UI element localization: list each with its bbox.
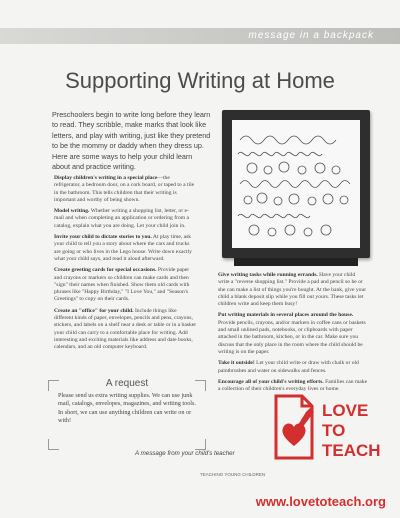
request-heading: A request [105, 378, 149, 389]
tip-paragraph: Create an "office" for your child. Include things like different kinds of paper, envelopes, pencils and pens, crayons, stickers, and labels on a shelf near a desk or table or in a basket your child can carry to a comfortable place for writing. Add interesting and exciting materials like address and date books, calendars, and an old computer keyboard. [54, 307, 196, 351]
page-title: Supporting Writing at Home [65, 68, 335, 93]
scribble-icon [232, 120, 360, 248]
svg-text:TO: TO [322, 421, 346, 440]
request-text: Please send us extra writing supplies. We can use junk mail, catalogs, envelopes, magazines, and writing tools. In short, we can use anything children can write on or with! [58, 392, 196, 425]
tip-paragraph: Take it outside! Let your child write or draw with chalk or old paintbrushes and water on sidewalks and fences. [218, 360, 359, 374]
request-box [52, 378, 202, 448]
svg-text:TEACH: TEACH [322, 441, 381, 460]
svg-text:LOVE: LOVE [322, 401, 369, 420]
tips-right-column [218, 272, 368, 397]
tip-paragraph: Encourage all of your child's writing efforts. Families can make a collection of their children's everyday lives or home. [218, 378, 368, 393]
tip-paragraph: Put writing materials in several places around the house. Provide pencils, crayons, and/or markers in coffee cans or baskets and small unlined pads, notebooks, or clipboards with paper attached in the bathroom, kitchen, or in the car. Make sure you discuss that the only place in the room where the child should be writing is on the paper. [218, 312, 366, 355]
frame-stand [234, 258, 358, 266]
footer-message: A message from your child's teacher [135, 450, 235, 457]
document-heart-icon [276, 396, 314, 458]
watermark-url: www.lovetoteach.org [255, 494, 386, 509]
corner-bracket [195, 439, 206, 450]
framed-writing-sample-image [222, 110, 370, 258]
love-to-teach-logo [272, 394, 384, 478]
corner-bracket [48, 439, 59, 450]
tip-paragraph: Give writing tasks while running errands. Have your child write a "reverse shopping list." Provide a pad and pencil so he or she can make a list of things you're bought. At the bank, give your child a blank deposit slip while you fill out yours. These tasks let children write and keep them busy! [218, 272, 367, 308]
tip-paragraph: Invite your child to dictate stories to you. At play time, ask your child to tell you a story about where the cars and trucks are going or who lives in the Lego house. Write down exactly what your child says, and read it aloud afterward. [54, 234, 192, 262]
tip-paragraph: Model writing. Whether writing a shopping list, letter, or e-mail and when completing an application or ordering from a catalog, explain what you are doing. Let your child join in. [54, 208, 189, 229]
intro-paragraph: Preschoolers begin to write long before they learn to read. They scribble, make marks that look like letters, and play with writing, just like they pretend to be the mommy or daddy when they dress up. Here are some ways to help your child learn about and practice writing. [52, 110, 211, 172]
footer-credit: TEACHING YOUNG CHILDREN [200, 472, 266, 477]
tips-left-column [54, 175, 196, 356]
tip-paragraph: Create greeting cards for special occasions. Provide paper and crayons or markers so children can make cards and then "sign" their names when finished. Show them old cards with phrases like "Happy Birthday," "I Love You," and "Season's Greetings" to copy on their cards. [54, 267, 190, 303]
scribble-drawing [232, 120, 360, 248]
tip-paragraph: Display children's writing in a special place—the refrigerator, a bedroom door, on a cork board, or taped to a tile in the bathroom. This tells children that their writing is important and worthy of being shown. [54, 175, 195, 203]
section-tag: message in a backpack [248, 30, 374, 41]
